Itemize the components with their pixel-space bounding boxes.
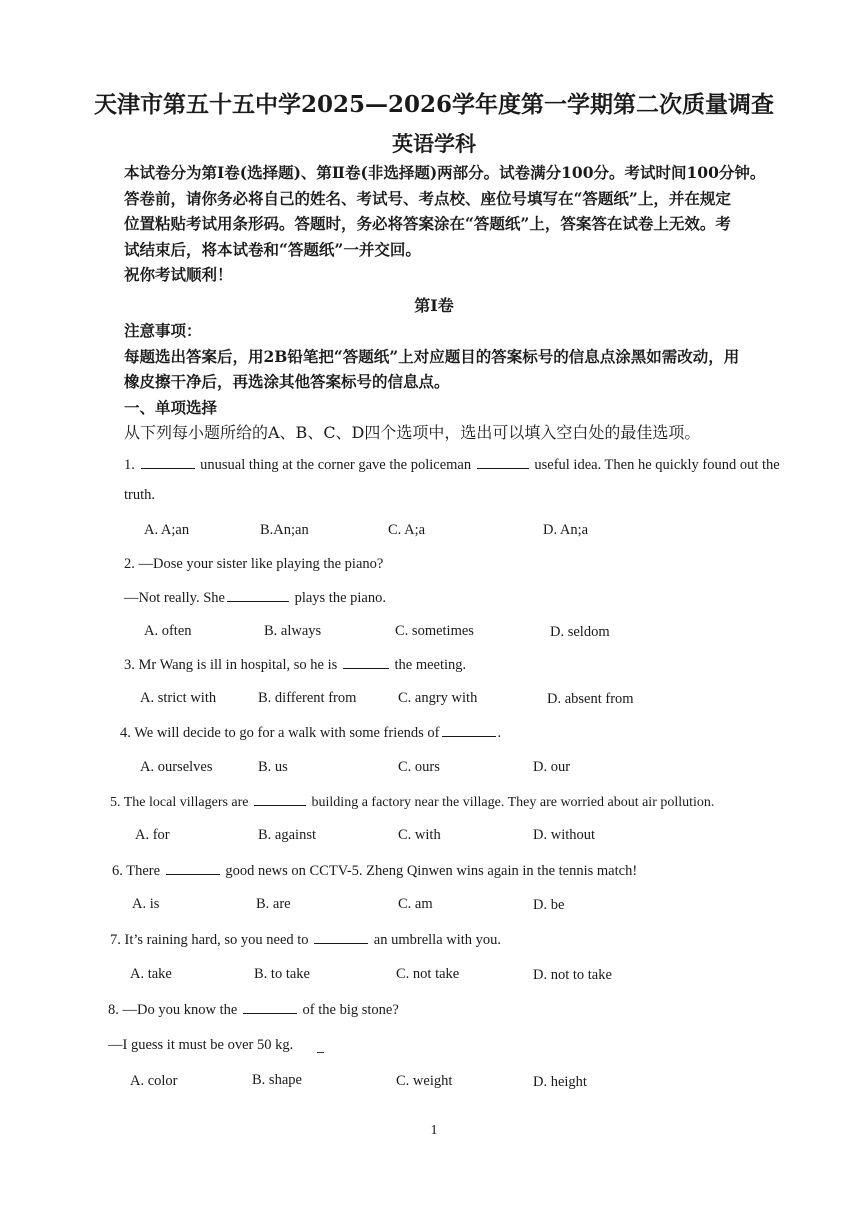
option-d: D. our bbox=[533, 759, 571, 775]
option-a: A. often bbox=[144, 623, 192, 639]
question-3 bbox=[124, 656, 466, 674]
question-8 bbox=[108, 1001, 399, 1019]
question-text: plays the piano. bbox=[294, 590, 386, 606]
question-2: 2. —Dose your sister like playing the piano? bbox=[124, 556, 384, 572]
section-title: 第Ⅰ卷 bbox=[414, 296, 454, 315]
intro-line: 祝你考试顺利！ bbox=[124, 265, 233, 284]
part-instruction: 从下列每小题所给的A、B、C、D四个选项中，选出可以填入空白处的最佳选项。 bbox=[124, 423, 701, 442]
question-text: We will decide to go for a walk with some friends of bbox=[134, 725, 440, 741]
question-6 bbox=[112, 862, 637, 880]
question-7 bbox=[110, 931, 501, 949]
question-5 bbox=[110, 793, 714, 811]
option-d: D. seldom bbox=[550, 624, 610, 640]
part-title: 一、单项选择 bbox=[124, 397, 218, 417]
question-text: —Do you know the bbox=[122, 1002, 238, 1018]
question-text: good news on CCTV-5. Zheng Qinwen wins again in the tennis match! bbox=[225, 863, 638, 879]
question-2-response bbox=[124, 589, 386, 607]
question-number: 1. bbox=[124, 457, 135, 473]
answer-blank bbox=[442, 724, 496, 737]
question-1-continued: truth. bbox=[124, 487, 156, 503]
intro-line: 试结束后，将本试卷和“答题纸”一并交回。 bbox=[124, 239, 421, 259]
notes-block bbox=[124, 318, 774, 420]
question-text: an umbrella with you. bbox=[373, 932, 502, 948]
answer-blank bbox=[141, 456, 195, 469]
option-c: C. angry with bbox=[398, 690, 478, 706]
question-text: —Not really. She bbox=[124, 590, 225, 606]
stray-mark bbox=[317, 1052, 324, 1053]
option-b: B.An;an bbox=[260, 522, 309, 538]
question-number: 7. bbox=[110, 932, 121, 948]
answer-blank bbox=[314, 931, 368, 944]
option-b: B. to take bbox=[254, 966, 310, 982]
option-b: B. us bbox=[258, 759, 288, 775]
answer-blank bbox=[227, 589, 289, 602]
question-text: 3. Mr Wang is ill in hospital, so he is bbox=[124, 657, 338, 673]
answer-blank bbox=[243, 1001, 297, 1014]
option-a: A. A;an bbox=[144, 522, 190, 538]
option-c: C. with bbox=[398, 827, 441, 843]
page-number: 1 bbox=[430, 1123, 438, 1138]
option-a: A. strict with bbox=[140, 690, 217, 706]
option-a: A. for bbox=[135, 827, 170, 843]
intro-line: 本试卷分为第Ⅰ卷(选择题)、第Ⅱ卷(非选择题)两部分。试卷满分100分。考试时间100分钟。 bbox=[124, 163, 766, 182]
question-text: of the big stone? bbox=[302, 1002, 399, 1018]
answer-blank bbox=[254, 793, 306, 806]
intro-line: 位置粘贴考试用条形码。答题时，务必将答案涂在“答题纸”上，答案答在试卷上无效。考 bbox=[124, 214, 731, 233]
option-c: C. A;a bbox=[388, 522, 426, 538]
subject-title: 英语学科 bbox=[392, 131, 476, 156]
question-text: . bbox=[497, 725, 502, 741]
question-text: unusual thing at the corner gave the policeman bbox=[200, 457, 472, 473]
question-number: 4. bbox=[120, 725, 131, 741]
question-text: It’s raining hard, so you need to bbox=[124, 932, 309, 948]
option-d: D. An;a bbox=[543, 522, 589, 538]
answer-blank bbox=[166, 862, 220, 875]
option-c: C. ours bbox=[398, 759, 440, 775]
option-b: B. different from bbox=[258, 690, 357, 706]
option-a: A. color bbox=[130, 1073, 178, 1089]
option-b: B. are bbox=[256, 896, 291, 912]
option-d: D. height bbox=[533, 1074, 587, 1090]
question-1 bbox=[124, 456, 780, 474]
question-number: 8. bbox=[108, 1002, 119, 1018]
question-number: 5. bbox=[110, 795, 121, 810]
notes-line: 橡皮擦干净后，再选涂其他答案标号的信息点。 bbox=[124, 372, 450, 391]
question-text: the meeting. bbox=[394, 657, 467, 673]
exam-intro bbox=[124, 160, 774, 288]
notes-heading: 注意事项： bbox=[124, 321, 202, 340]
question-text: useful idea. Then he quickly found out the bbox=[534, 457, 780, 473]
option-b: B. always bbox=[264, 623, 322, 639]
question-text: The local villagers are bbox=[123, 795, 249, 810]
option-b: B. shape bbox=[252, 1072, 302, 1088]
option-a: A. ourselves bbox=[140, 759, 213, 775]
question-text: There bbox=[126, 863, 161, 879]
option-d: D. not to take bbox=[533, 967, 612, 983]
answer-blank bbox=[343, 656, 389, 669]
question-8-response: —I guess it must be over 50 kg. bbox=[108, 1037, 294, 1053]
option-b: B. against bbox=[258, 827, 316, 843]
option-a: A. take bbox=[130, 966, 172, 982]
option-d: D. be bbox=[533, 897, 565, 913]
option-a: A. is bbox=[132, 896, 160, 912]
option-c: C. am bbox=[398, 896, 433, 912]
option-c: C. not take bbox=[396, 966, 460, 982]
option-d: D. without bbox=[533, 827, 596, 843]
question-number: 6. bbox=[112, 863, 123, 879]
notes-line: 每题选出答案后，用2B铅笔把“答题纸”上对应题目的答案标号的信息点涂黑如需改动，用 bbox=[124, 346, 740, 366]
question-text: building a factory near the village. They are worried about air pollution. bbox=[311, 795, 715, 810]
option-c: C. sometimes bbox=[395, 623, 474, 639]
exam-title: 天津市第五十五中学2025—2026学年度第一学期第二次质量调查 bbox=[93, 91, 775, 118]
question-4 bbox=[120, 724, 501, 742]
intro-line: 答卷前，请你务必将自己的姓名、考试号、考点校、座位号填写在“答题纸”上，并在规定 bbox=[124, 188, 731, 208]
option-d: D. absent from bbox=[547, 691, 634, 707]
answer-blank bbox=[477, 456, 529, 469]
option-c: C. weight bbox=[396, 1073, 453, 1089]
